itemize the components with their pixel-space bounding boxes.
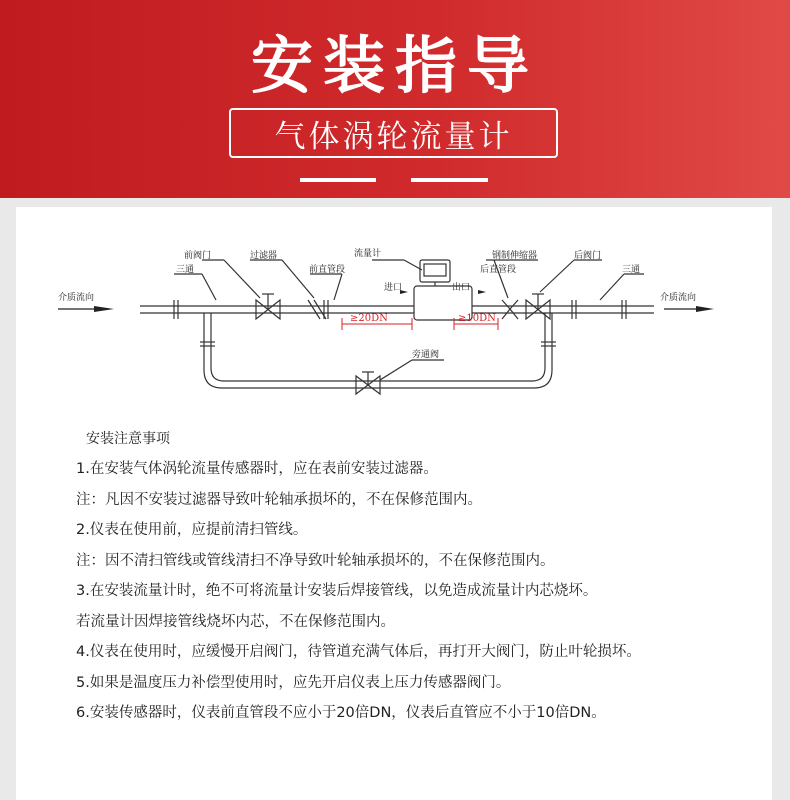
page-title: 安装指导 — [250, 29, 539, 102]
label-front-valve: 前阀门 — [184, 251, 212, 261]
installation-notes — [76, 424, 756, 729]
label-medium-out: 介质流向 — [660, 293, 697, 303]
label-filter: 过滤器 — [250, 251, 278, 261]
note-line: 若流量计因焊接管线烧坏内芯，不在保修范围内。 — [76, 613, 395, 630]
flowmeter-screen — [424, 264, 446, 276]
label-rear-valve: 后阀门 — [574, 251, 602, 261]
decor-line-left — [300, 178, 376, 182]
expansion-joint-icon — [502, 300, 518, 319]
header-banner — [0, 0, 790, 198]
note-line: 注：凡因不安装过滤器导致叶轮轴承损坏的，不在保修范围内。 — [76, 491, 482, 508]
label-inlet: 进口 — [384, 283, 403, 293]
label-bypass: 旁通阀 — [412, 350, 440, 360]
label-rear-length: ≥10DN — [458, 313, 496, 324]
label-tee-left: 三通 — [176, 265, 195, 275]
note-line: 6.安装传感器时，仪表前直管段不应小于20倍DN，仪表后直管应不小于10倍DN。 — [76, 705, 606, 721]
label-expansion: 钢制伸缩器 — [492, 251, 538, 261]
label-rear-pipe: 后直管段 — [480, 265, 517, 275]
label-flowmeter: 流量计 — [354, 249, 382, 259]
note-line: 5.如果是温度压力补偿型使用时，应先开启仪表上压力传感器阀门。 — [76, 674, 511, 691]
notes-title: 安装注意事项 — [86, 431, 170, 447]
subtitle-text: 气体涡轮流量计 — [274, 118, 513, 155]
note-line: 4.仪表在使用时，应缓慢开启阀门，待管道充满气体后，再打开大阀门，防止叶轮损坏。 — [76, 644, 641, 660]
note-line: 2.仪表在使用前，应提前清扫管线。 — [76, 522, 308, 538]
note-line: 1.在安装气体涡轮流量传感器时，应在表前安装过滤器。 — [76, 461, 438, 477]
label-outlet: 出口 — [452, 283, 471, 293]
subtitle-box — [229, 108, 558, 158]
label-tee-right: 三通 — [622, 265, 641, 275]
note-line: 3.在安装流量计时，绝不可将流量计安装后焊接管线，以免造成流量计内芯烧坏。 — [76, 583, 598, 599]
installation-diagram — [24, 220, 766, 420]
decor-line-right — [411, 178, 488, 182]
label-front-pipe: 前直管段 — [309, 265, 346, 275]
note-line: 注：因不清扫管线或管线清扫不净导致叶轮轴承损坏的，不在保修范围内。 — [76, 552, 555, 569]
label-medium-in: 介质流向 — [58, 293, 95, 303]
filter-icon — [308, 300, 326, 319]
outlet-arrow-icon — [478, 290, 486, 294]
label-front-length: ≥20DN — [350, 313, 388, 324]
